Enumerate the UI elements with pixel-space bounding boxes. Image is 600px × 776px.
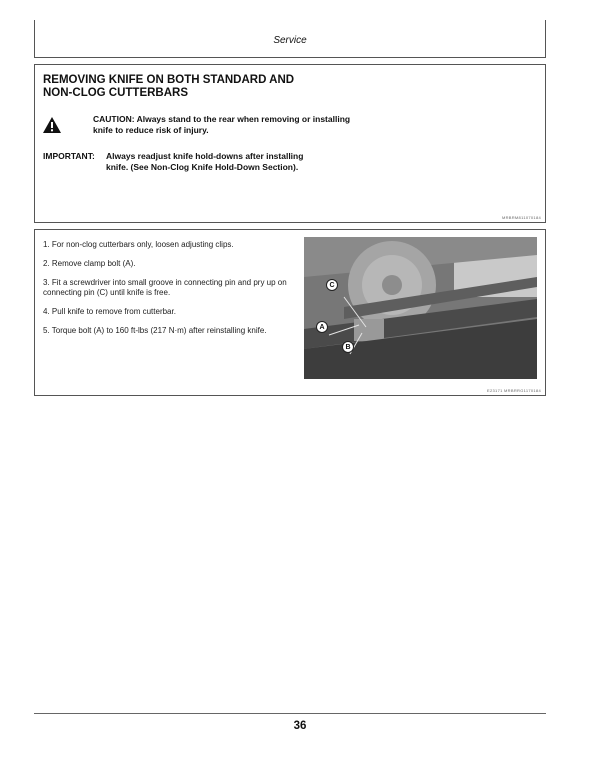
callout-b: B xyxy=(342,341,354,353)
callout-a: A xyxy=(316,321,328,333)
step-item: 2. Remove clamp bolt (A). xyxy=(43,259,136,268)
step-item: 5. Torque bolt (A) to 160 ft-lbs (217 N·m) after reinstalling knife. xyxy=(43,326,267,335)
procedure-steps xyxy=(43,240,305,345)
caution-text: CAUTION: Always stand to the rear when removing or installing knife to reduce risk of injury. xyxy=(93,114,351,135)
section-heading xyxy=(43,74,294,100)
step-item: 3. Fit a screwdriver into small groove in connecting pin and pry up on connecting pin (C) until knife is free. xyxy=(43,278,287,297)
footer-divider xyxy=(34,713,546,714)
step-item: 1. For non-clog cutterbars only, loosen adjusting clips. xyxy=(43,240,234,249)
step-item: 4. Pull knife to remove from cutterbar. xyxy=(43,307,176,316)
section-code: MRBRM811070184 xyxy=(501,215,541,220)
cutterbar-photo xyxy=(304,237,537,379)
callout-c: C xyxy=(326,279,338,291)
header-title: Service xyxy=(273,35,307,46)
procedure-section xyxy=(34,229,546,396)
heading-line-2: NON-CLOG CUTTERBARS xyxy=(43,87,189,99)
warning-triangle-icon xyxy=(43,117,61,133)
heading-line-1: REMOVING KNIFE ON BOTH STANDARD AND xyxy=(43,74,295,86)
page-number: 36 xyxy=(293,720,307,732)
warning-section xyxy=(34,64,546,223)
cutterbar-photo-drawing xyxy=(304,237,537,379)
page-header xyxy=(34,20,546,58)
important-text: Always readjust knife hold-downs after installing knife. (See Non-Clog Knife Hold-Down Section). xyxy=(106,151,304,172)
photo-code: E23171 MRBRRG1170184 xyxy=(487,388,541,393)
important-label: IMPORTANT: xyxy=(43,151,95,161)
